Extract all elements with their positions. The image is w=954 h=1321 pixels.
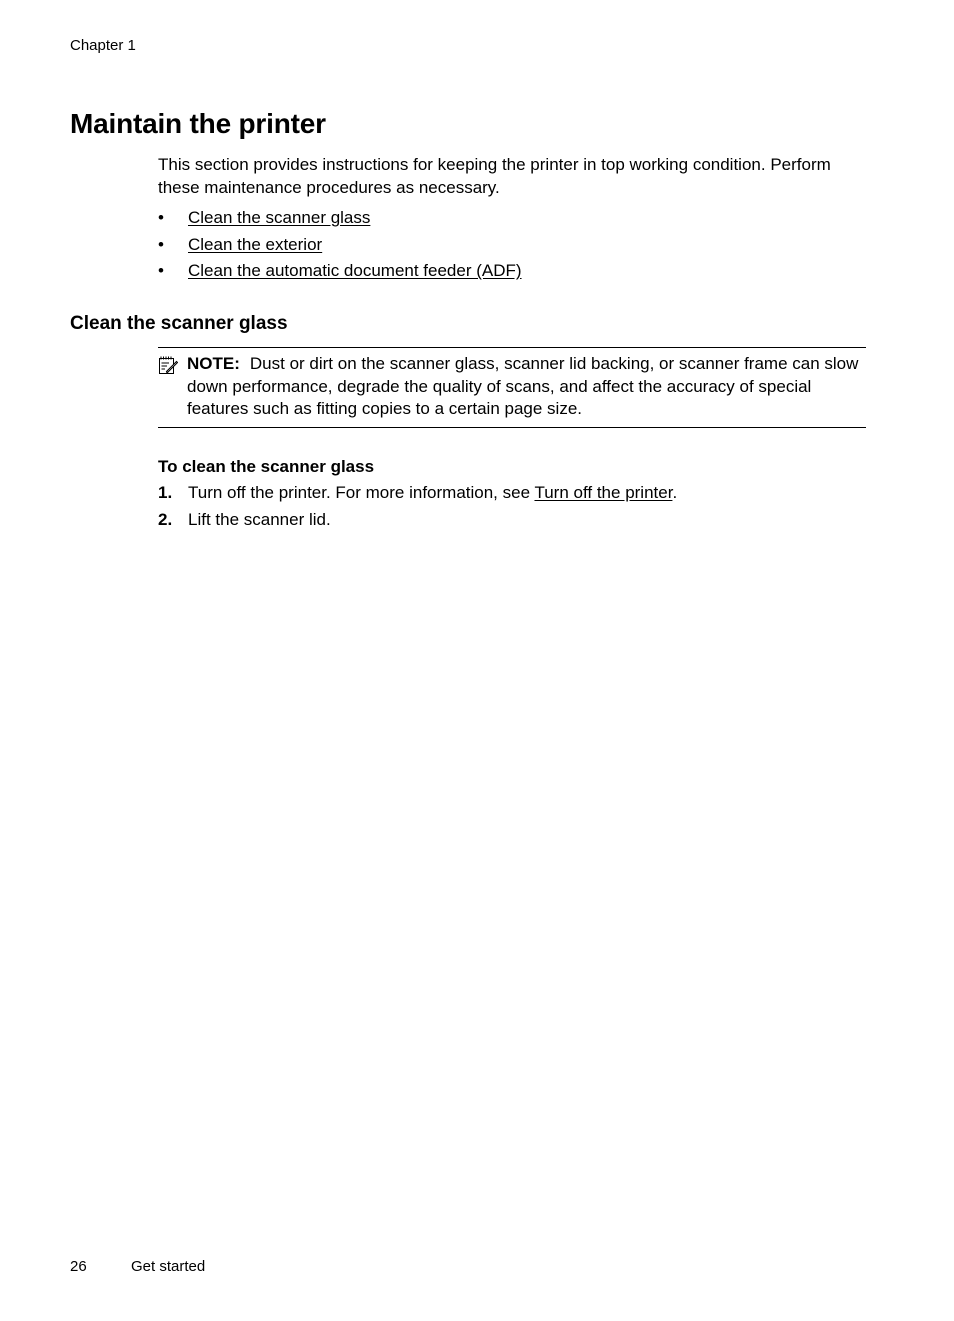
running-header: Chapter 1: [70, 37, 136, 54]
list-item: [158, 234, 522, 261]
intro-paragraph: This section provides instructions for keeping the printer in top working condition. Perform these maintenance procedures as necessary.: [158, 155, 831, 197]
list-item: [158, 509, 677, 536]
bullet: •: [158, 208, 164, 227]
note-box: [158, 347, 866, 428]
step-text: Turn off the printer. For more information, see: [188, 483, 535, 502]
link-turn-off-printer[interactable]: Turn off the printer: [534, 483, 673, 502]
topic-link-list: [158, 207, 522, 287]
footer-chapter-title: Get started: [131, 1258, 206, 1275]
step-number: 2.: [158, 510, 173, 529]
procedure-steps: [158, 482, 677, 536]
list-item: [158, 207, 522, 234]
section-title: Maintain the printer: [70, 108, 326, 139]
link-clean-scanner-glass[interactable]: Clean the scanner glass: [188, 208, 371, 227]
subsection-title: Clean the scanner glass: [70, 313, 288, 334]
step-text-end: .: [672, 483, 678, 502]
procedure-title: To clean the scanner glass: [158, 457, 375, 476]
list-item: [158, 482, 677, 509]
note-body: Dust or dirt on the scanner glass, scanner lid backing, or scanner frame can slow down performance, degrade the quality of scans, and affect the accuracy of special features such as fitting copies to a certain page size.: [187, 354, 859, 418]
step-text: Lift the scanner lid.: [188, 510, 331, 529]
link-clean-exterior[interactable]: Clean the exterior: [188, 234, 323, 254]
list-item: [158, 260, 522, 287]
bullet: •: [158, 234, 164, 254]
note-label: NOTE:: [187, 354, 240, 373]
note-pad-icon: [158, 355, 178, 375]
footer-page-number: 26: [70, 1258, 87, 1275]
bullet: •: [158, 261, 164, 280]
link-clean-adf[interactable]: Clean the automatic document feeder (ADF): [188, 261, 522, 280]
step-number: 1.: [158, 483, 173, 502]
note-text: [187, 353, 867, 421]
